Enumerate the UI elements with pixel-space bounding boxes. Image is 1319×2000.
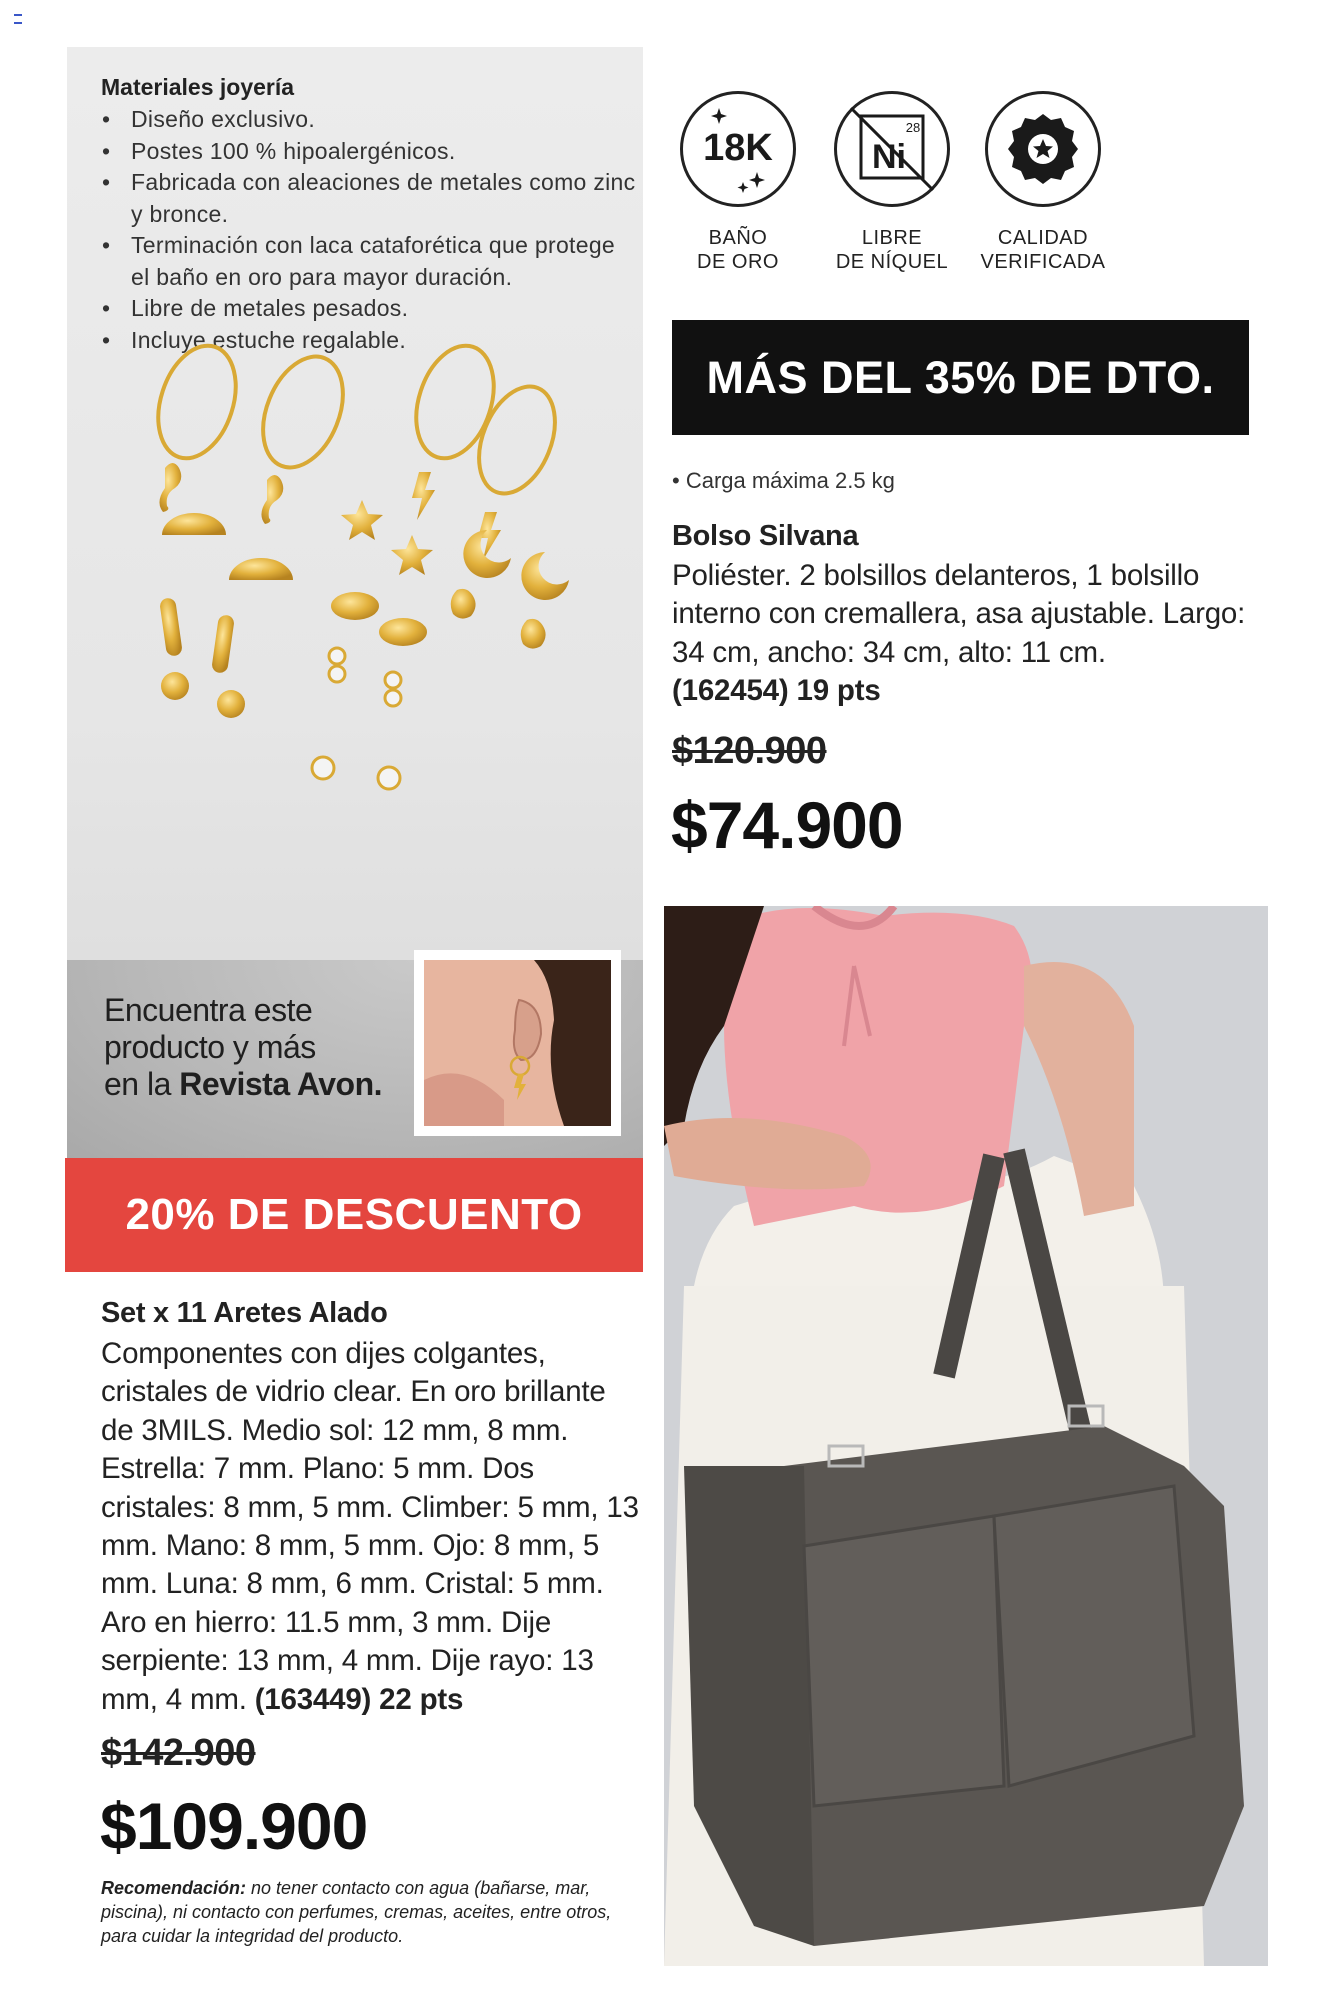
magazine-brand: Revista Avon. — [179, 1066, 383, 1102]
find-line: Encuentra este — [104, 992, 313, 1028]
product-description-text: Poliéster. 2 bolsillos delanteros, 1 bolsillo interno con cremallera, asa ajustable. Largo: 34 cm, ancho: 34 cm, alto: 11 cm. — [672, 559, 1246, 669]
materials-item: • Libre de metales pesados. — [100, 293, 640, 325]
badge-label — [968, 226, 1118, 274]
crystal-earring — [385, 672, 401, 688]
product-code: (163449) 22 pts — [254, 1682, 464, 1716]
hand-earring — [521, 619, 546, 649]
crystal-earring — [385, 690, 401, 706]
product-description-text: Componentes con dijes colgantes, cristales de vidrio clear. En oro brillante de 3MILS. Medio sol: 12 mm, 8 mm. Estrella: 7 mm. Plano: 5 mm. Dos cristales: 8 mm, 5 mm. Climber: 5 mm, 13 mm. Mano: 8 mm, 5 mm. Ojo: 8 mm, 5 mm. Luna: 8 mm, 6 mm. Cristal: 5 mm. Aro en hierro: 11.5 mm, 3 mm. Dije serpiente: 13 mm, 4 mm. Dije rayo: 13 mm, 4 mm. — [101, 1337, 639, 1716]
badge-label-line: BAÑO — [708, 227, 768, 249]
moon-earring — [521, 552, 569, 600]
discount-banner-text: 20% DE DESCUENTO — [125, 1190, 583, 1239]
materials-item: • Incluye estuche regalable. — [100, 325, 640, 357]
materials-list — [100, 104, 640, 356]
materials-item: • Diseño exclusivo. — [100, 104, 640, 136]
climber-earring — [211, 614, 235, 674]
model-ear-photo — [424, 960, 611, 1126]
crystal-earring — [378, 767, 400, 789]
18k-icon — [680, 91, 796, 207]
badge-18k-text: 18K — [703, 127, 773, 169]
flat-earring — [217, 690, 245, 718]
eye-earring — [379, 618, 427, 646]
badge-label-line: DE NÍQUEL — [835, 251, 949, 273]
crystal-earring — [312, 757, 334, 779]
recommendation-text: no tener contacto con agua (bañarse, mar, piscina), ni contacto con perfumes, cremas, aceites, entre otros, para cuidar la integridad del producto. — [101, 1878, 612, 1946]
old-price: $142.900 — [101, 1732, 256, 1774]
materials-item: • Postes 100 % hipoalergénicos. — [100, 136, 640, 168]
hand-earring — [451, 589, 476, 619]
hoop-earring — [403, 340, 507, 468]
materials-item: • Fabricada con aleaciones de metales como zinc y bronce. — [100, 167, 640, 230]
badge-label-line: DE ORO — [697, 251, 779, 273]
bolt-charm — [412, 472, 435, 520]
hoop-earring — [145, 340, 249, 468]
discount-banner-text: MÁS DEL 35% DE DTO. — [706, 352, 1215, 403]
product-description — [672, 557, 1272, 711]
badge-label-line: LIBRE — [861, 227, 923, 249]
climber-earring — [159, 597, 183, 657]
recommendation-label: Recomendación: — [101, 1878, 247, 1898]
earrings-set-photo — [67, 340, 643, 950]
hoop-earring — [464, 375, 569, 504]
flat-earring — [161, 672, 189, 700]
hoop-earring — [248, 345, 358, 480]
product-title: Bolso Silvana — [672, 520, 859, 552]
star-earring — [341, 500, 383, 540]
badge-label-line: CALIDAD — [997, 227, 1089, 249]
find-in-magazine-text — [104, 992, 434, 1103]
badge-ni-text: Ni — [872, 138, 906, 176]
find-line — [104, 1066, 434, 1103]
product-title: Set x 11 Aretes Alado — [101, 1297, 388, 1329]
nickel-free-icon — [834, 91, 950, 207]
materials-title: Materiales joyería — [101, 74, 295, 100]
corner-marker — [14, 14, 22, 24]
materials-item: • Terminación con laca cataforética que protege el baño en oro para mayor duración. — [100, 230, 640, 293]
product-code: (162454) 19 pts — [672, 674, 881, 708]
snake-charm — [261, 475, 283, 524]
find-line: producto y más — [104, 1029, 316, 1065]
recommendation-note — [101, 1876, 641, 1948]
badge-label — [663, 226, 813, 274]
eye-earring — [331, 592, 379, 620]
product-description — [101, 1335, 646, 1719]
tote-bag-photo — [664, 906, 1268, 1966]
crystal-earring — [329, 648, 345, 664]
find-prefix: en la — [104, 1066, 180, 1102]
new-price: $74.900 — [671, 788, 903, 862]
sun-earring — [162, 513, 226, 535]
badge-label — [817, 226, 967, 274]
crystal-earring — [329, 666, 345, 682]
quality-seal-icon — [985, 91, 1101, 207]
badge-ni-number: 28 — [905, 120, 921, 135]
max-load-note: • Carga máxima 2.5 kg — [672, 468, 895, 493]
sun-earring — [229, 558, 293, 580]
snake-charm — [159, 463, 181, 512]
old-price: $120.900 — [672, 730, 827, 772]
star-earring — [391, 535, 433, 575]
badge-label-line: VERIFICADA — [980, 251, 1106, 273]
new-price: $109.900 — [100, 1789, 368, 1863]
